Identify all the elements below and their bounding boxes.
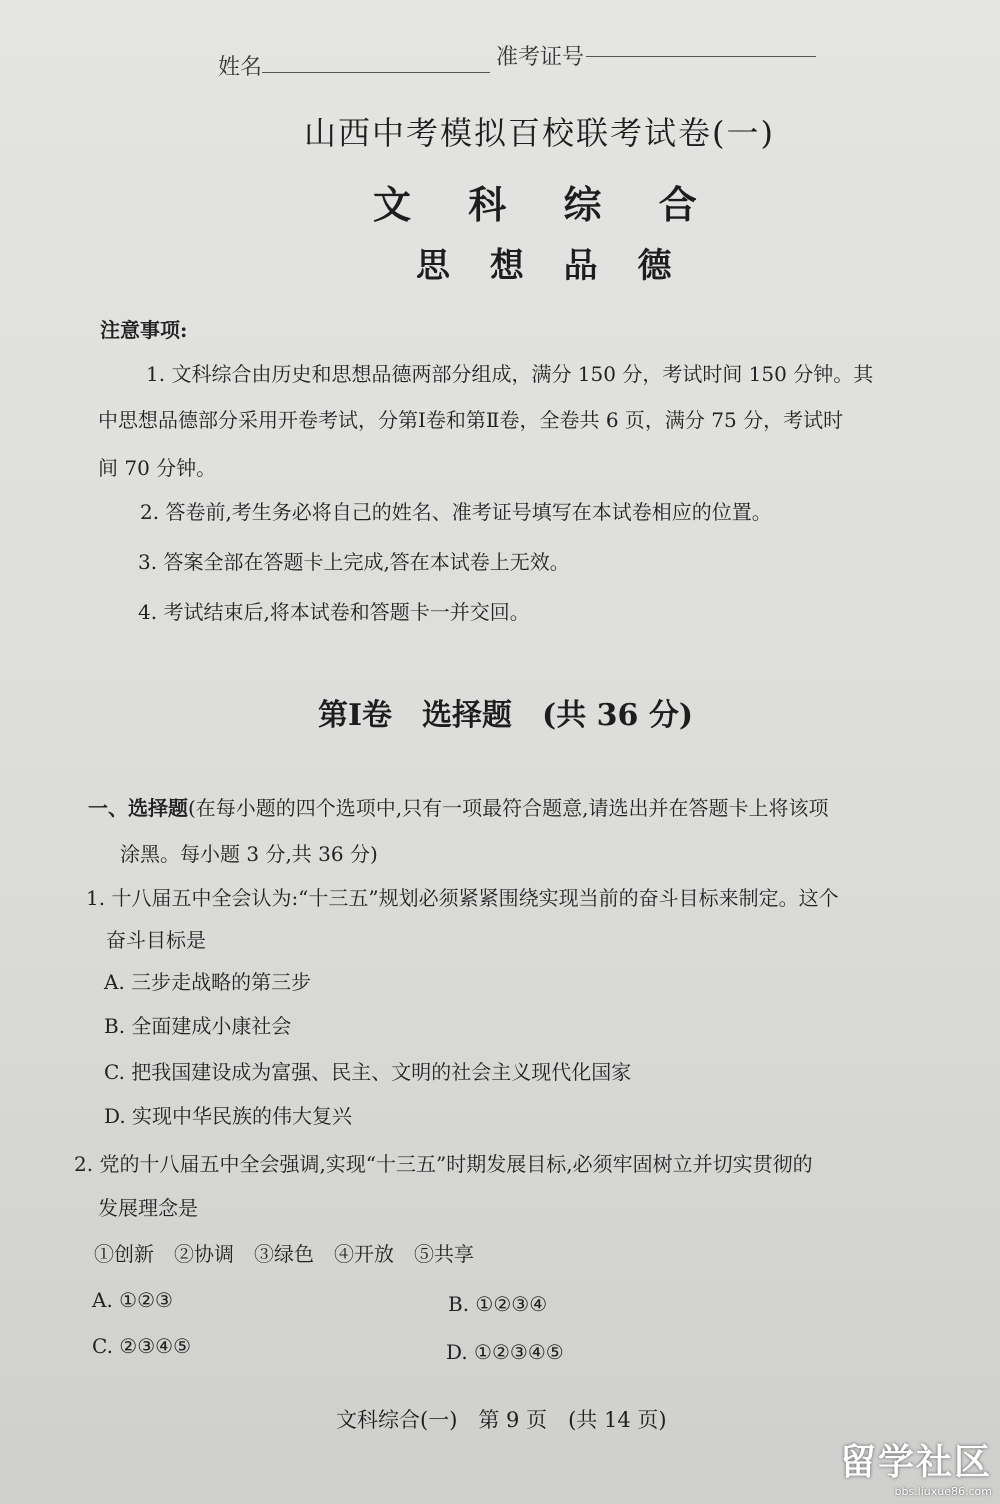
notice-item-3: 3. 答案全部在答题卡上完成,答在本试卷上无效。 (138, 550, 570, 574)
notice-heading: 注意事项: (100, 318, 188, 342)
question-2-option-b: B. ①②③④ (448, 1292, 548, 1316)
notice-item-1-line-3: 间 70 分钟。 (98, 456, 217, 480)
notice-item-4: 4. 考试结束后,将本试卷和答题卡一并交回。 (138, 600, 530, 624)
notice-item-2: 2. 答卷前,考生务必将自己的姓名、准考证号填写在本试卷相应的位置。 (140, 500, 772, 524)
ticket-number-underline (586, 56, 816, 57)
subsubject-title: 思 想 品 德 (416, 246, 686, 286)
question-1-option-b: B. 全面建成小康社会 (104, 1014, 292, 1038)
question-1-option-a: A. 三步走战略的第三步 (104, 970, 312, 994)
watermark-logo: 留学社区 (839, 1442, 992, 1483)
notice-item-1-line-1: 1. 文科综合由历史和思想品德两部分组成，满分 150 分，考试时间 150 分钟。其 (146, 362, 874, 386)
part-one-instructions (88, 796, 829, 820)
question-1-option-c: C. 把我国建设成为富强、民主、文明的社会主义现代化国家 (104, 1060, 632, 1084)
question-1-option-d: D. 实现中华民族的伟大复兴 (104, 1104, 353, 1128)
subject-title: 文 科 综 合 (373, 182, 719, 227)
question-2-items: ①创新 ②协调 ③绿色 ④开放 ⑤共享 (94, 1242, 474, 1266)
name-underline (262, 72, 490, 73)
section-title: 第Ⅰ卷 选择题 (共 36 分) (318, 698, 694, 733)
question-2-option-a: A. ①②③ (92, 1288, 173, 1312)
question-2-stem-line-1: 2. 党的十八届五中全会强调,实现“十三五”时期发展目标,必须牢固树立并切实贯彻的 (74, 1152, 813, 1176)
question-2-option-c: C. ②③④⑤ (92, 1334, 192, 1358)
question-2-stem-line-2: 发展理念是 (98, 1196, 198, 1220)
part-one-prefix: 一、选择题 (88, 796, 188, 820)
part-one-instructions-line-2: 涂黑。每小题 3 分,共 36 分) (120, 842, 378, 866)
question-1-stem-line-2: 奋斗目标是 (106, 928, 206, 952)
question-2-option-d: D. ①②③④⑤ (446, 1340, 564, 1364)
watermark-url: bbs.liuxue86.com (894, 1485, 992, 1498)
notice-item-1-line-2: 中思想品德部分采用开卷考试，分第Ⅰ卷和第Ⅱ卷，全卷共 6 页，满分 75 分，考试时 (98, 408, 844, 432)
part-one-instructions-line-1: (在每小题的四个选项中,只有一项最符合题意,请选出并在答题卡上将该项 (188, 796, 829, 820)
page-footer: 文科综合(一) 第 9 页 (共 14 页) (336, 1408, 667, 1432)
name-label: 姓名 (218, 55, 263, 80)
ticket-number-label: 准考证号 (496, 45, 585, 70)
exam-title: 山西中考模拟百校联考试卷(一) (304, 114, 775, 152)
question-1-stem-line-1: 1. 十八届五中全会认为:“十三五”规划必须紧紧围绕实现当前的奋斗目标来制定。这个 (86, 886, 839, 910)
site-watermark (832, 1434, 992, 1496)
